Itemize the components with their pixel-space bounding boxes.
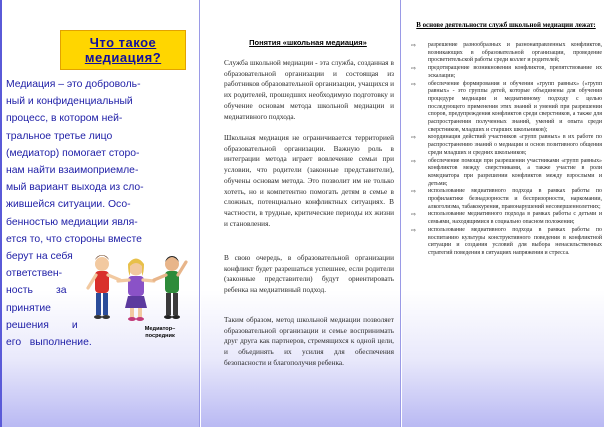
list-item-text: использование медиативного подхода в рамках работы по воспитанию культуры конструктивного поведения в конфликтной ситуации и создания условий для выбора ненасильственных стратегий поведения в ситуациях напряжения и стресса. [428,226,602,256]
arrow-bullet-icon: ⇨ [411,226,417,234]
paragraph: Школьная медиация не ограничивается территорией образовательной организации. Важную роль в интеграции метода играет вовлечение семьи при условии, что родители (законные представители), обучены основам метода. Это позволит им не только хотеть, но и компетентно помогать детям в семье в сложных, потенциально конфликтных ситуациях. В частности, в трудные, критические периоды их жизни и становления. [224,133,394,228]
arrow-bullet-icon: ⇨ [411,188,417,196]
list-item [408,81,602,135]
arrow-bullet-icon: ⇨ [411,157,417,165]
arrow-bullet-icon: ⇨ [411,65,417,73]
image-caption [130,326,190,340]
list-item-text: использование медиативного подхода в рамках работы по профилактике безнадзорности и беспризорности, наркомании, алкоголизма, табакокурения, правонарушений несовершеннолетних; [428,188,602,210]
list-item [408,42,602,65]
arrow-bullet-icon: ⇨ [411,80,417,88]
paragraph: В свою очередь, в образовательной организации конфликт будет разрешаться успешнее, если родители (законные представители) будут ориентировать ребенка на медиативный подход. [224,253,394,295]
arrow-bullet-icon: ⇨ [411,211,417,219]
arrow-bullet-icon: ⇨ [411,42,417,49]
list-item-text: обеспечение помощи при разрешении участниками «групп равных» конфликтов между сверстниками, а также участие в роли комедиатора при разрешении конфликтов между взрослыми и детьми; [428,157,602,187]
right-panel [402,0,604,427]
list-item [408,188,602,211]
paragraph: Таким образом, метод школьной медиации позволяет образовательной организации и семье воспринимать друг друга как партнеров, стремящихся к одной цели, и объединять их усилия для обеспечения безопасности и благополучия ребенка. [224,315,394,367]
paragraph: Служба школьной медиации - эта служба, созданная в образовательной организации и состоящая из работников образовательной организации, учащихся и их родителей, прошедших необходимую подготовку и обучение основам метода школьной медиации и медиативного подхода. [224,58,394,121]
list-item [408,211,602,226]
activities-list [408,42,602,258]
title-text: Что такое медиация? [84,35,162,65]
list-item [408,227,602,258]
list-item-text: разрешение разнообразных и разнонаправленных конфликтов, возникающих в образовательной организации, проведение просветительской работы среди коллег и родителей; [428,42,602,64]
list-item-text: обеспечение формирования и обучения «групп равных» («групп равных» - это группы детей, которые объединены для обучения процедуре медиации и медиативному подходу с целью последующего применения этих знаний и умений при разрешении споров, предупреждения конфликтов среди сверстников, а также для распространения полученных знаний, умений и опыта среди сверстников, младших и старших школьников); [428,80,602,133]
left-panel [0,0,200,427]
section-heading: Понятия «школьная медиация» [249,38,367,47]
list-item-text: координация действий участников «групп равных» в их работе по распространению знаний о медиации и основ позитивного общения среди младших и средних школьников; [428,134,602,156]
image-caption-text: Медиатор– посредник [144,326,176,339]
list-item [408,158,602,189]
list-item-text: использование медиативного подхода в рамках работы с детьми и семьями, находящимися в социально опасном положении; [428,211,602,226]
intro-text: Медиация – это доброволь- ный и конфиденциальный процесс, в котором ней- тральное третье лицо (медиатор) помогает сторо- нам найти взаимоприемле- мый вариант выхода из сло- жившейся ситуации. Осо- бенностью медиации явля- ется то, что стороны вместе берут на себя ответствен- ность за принятие решения и его выполнение. [6,79,144,349]
arrow-bullet-icon: ⇨ [411,134,417,142]
mediator-children-illustration [86,250,190,326]
list-item [408,65,602,80]
list-item-text: предотвращение возникновения конфликтов, препятствование их эскалации; [428,65,602,79]
section-heading: В основе деятельности служб школьной медиации лежат: [416,22,596,29]
list-item [408,134,602,157]
middle-panel [201,0,401,427]
page-title [60,30,186,70]
